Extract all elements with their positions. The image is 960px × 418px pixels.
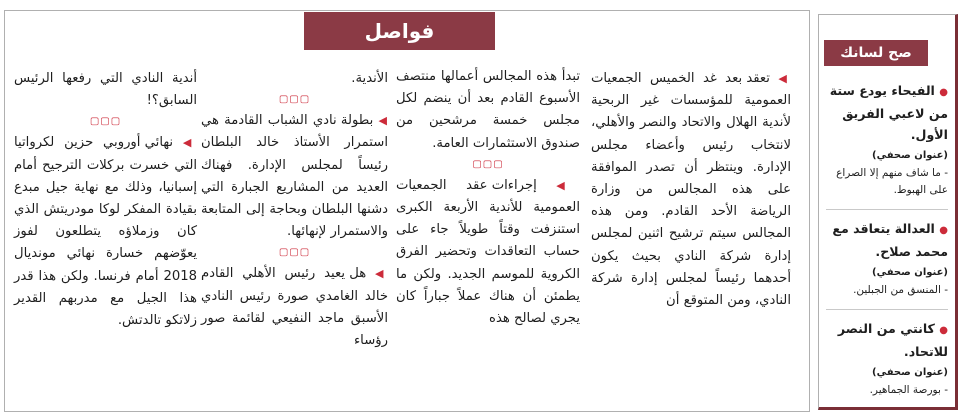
sidebar-item xyxy=(826,318,948,399)
separator: ▢▢▢ xyxy=(278,247,311,259)
paragraph-text: هل يعيد رئيس الأهلي القادم خالد الغامدي صورة رئيس النادي الأسبق ماجد النفيعي لقائمة صور رؤساء xyxy=(201,266,388,349)
sidebar-list xyxy=(826,80,948,409)
paragraph xyxy=(14,132,197,332)
paragraph: تبدأ هذه المجالس أعمالها منتصف الأسبوع القادم بعد أن ينضم لكل مجلس خمسة مرشحين من صندوق الاستثمارات العامة. xyxy=(396,69,580,151)
sidebar-tag: (عنوان صحفي) xyxy=(872,150,948,161)
paragraph xyxy=(396,175,580,330)
divider xyxy=(826,309,948,310)
sidebar-response: - بورصة الجماهير. xyxy=(869,384,948,396)
paragraph-text: بطولة نادي الشباب القادمة هي استمرار الأستاذ خالد البلطان رئيساً لمجلس الإدارة. فهناك العديد من المشاريع الجبارة التي دشنها البلطان وبحاجة إلى المتابعة والاستمرار لإنهائها. xyxy=(201,113,388,240)
bullet-triangle-icon: ◀ xyxy=(374,267,388,281)
bullet-triangle-icon: ◀ xyxy=(556,178,580,192)
paragraph xyxy=(201,263,388,352)
article-column-2 xyxy=(396,66,580,330)
divider xyxy=(826,209,948,210)
bullet-dot-icon: ● xyxy=(939,225,948,236)
bullet-triangle-icon: ◀ xyxy=(778,72,791,85)
bullet-dot-icon: ● xyxy=(939,87,948,98)
sidebar-response: - المنسق من الجبلين. xyxy=(853,284,948,296)
paragraph xyxy=(591,68,791,312)
bullet-triangle-icon: ◀ xyxy=(182,136,197,150)
sidebar-headline-text: الفيحاء يودع ستة من لاعبي الفريق الأول. xyxy=(829,83,948,142)
separator: ▢▢▢ xyxy=(472,158,504,170)
separator: ▢▢▢ xyxy=(278,94,311,106)
paragraph-text: تعقد بعد غد الخميس الجمعيات العمومية للمؤسسات غير الربحية لأندية الهلال والاتحاد والنصر والأهلي، لانتخاب رئيس وأعضاء مجلس الإدارة. وينتظر أن تصدر الموافقة على هذه المجالس من وزارة الرياضة الأحد القادم. ومن هذه المجالس سيتم ترشيح اثنين لمجلس إدارة شركة النادي بحيث يكون أحدهما رئيساً لمجلس إدارة شركة النادي، ومن المتوقع أن xyxy=(591,71,791,309)
article-column-3 xyxy=(201,68,388,352)
sidebar-tag: (عنوان صحفي) xyxy=(872,267,948,278)
paragraph-text: نهائي أوروبي حزين لكرواتيا التي خسرت بركلات الترجيح أمام إسبانيا، وذلك مع نهاية جيل مبدع بقيادة المفكر لوكا مودريتش الذي كان وزملاؤه يتطلعون لفوز يعوّضهم خسارة نهائي مونديال 2018 أمام فرنسا. ولكن هذا قدر هذا الجيل مع مدربهم القدير زلاتكو تالدتش. xyxy=(14,135,197,329)
sidebar-headline xyxy=(826,318,948,362)
paragraph-text: إجراءات عقد الجمعيات العمومية للأندية الأربعة الكبرى استنزفت وقتاً طويلاً جاء على حساب التعاقدات وتحضير الفرق الكروية للموسم الجديد. ولكن ما يطمئن أن هناك عملاً جباراً كان يجري لصالح هذه xyxy=(396,177,580,327)
paragraph xyxy=(201,110,388,243)
sidebar-title: صح لسانك xyxy=(824,40,928,66)
sidebar-headline xyxy=(826,218,948,262)
article-column-1 xyxy=(591,68,791,312)
separator: ▢▢▢ xyxy=(89,116,122,128)
sidebar-item xyxy=(826,218,948,299)
sidebar-response: - ما شاف منهم إلا الصراع على الهبوط. xyxy=(836,167,948,196)
paragraph: أندية النادي التي رفعها الرئيس السابق؟! xyxy=(14,71,197,109)
article-column-4 xyxy=(14,68,197,332)
paragraph: الأندية. xyxy=(351,71,388,86)
bullet-triangle-icon: ◀ xyxy=(378,114,388,128)
sidebar-headline-text: كانتي من النصر للاتحاد. xyxy=(837,321,948,359)
section-title: فواصل xyxy=(304,12,495,50)
bullet-dot-icon: ● xyxy=(939,325,948,336)
sidebar-item xyxy=(826,80,948,199)
sidebar-tag: (عنوان صحفي) xyxy=(872,367,948,378)
sidebar-headline xyxy=(826,80,948,145)
sidebar-headline-text: العدالة يتعاقد مع محمد صلاح. xyxy=(832,221,948,259)
